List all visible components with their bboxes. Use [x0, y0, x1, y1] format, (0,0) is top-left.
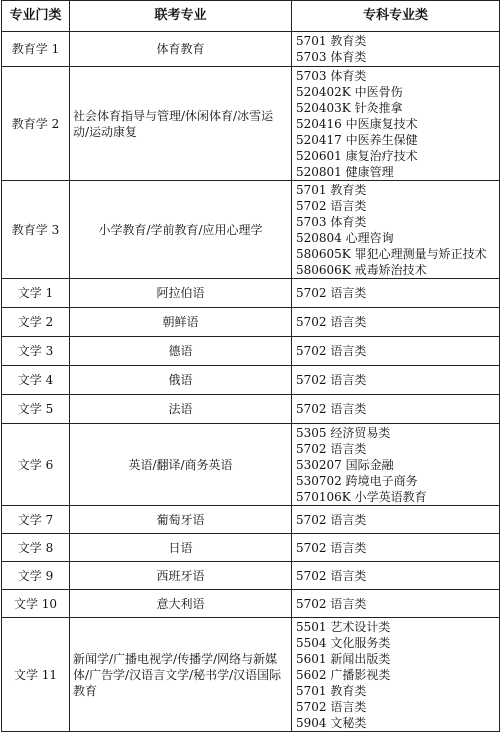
specialty-item: 520403K 针灸推拿 [296, 100, 403, 115]
majors-cell: 新闻学/广播电视学/传播学/网络与新媒体/广告学/汉语言文学/秘书学/汉语国际教育 [70, 618, 292, 732]
specialty-item: 5504 文化服务类 [296, 635, 391, 650]
table-row [2, 534, 500, 562]
specialty-item: 5703 体育类 [296, 50, 367, 64]
specialties-cell [292, 337, 500, 366]
specialties-cell [292, 562, 500, 590]
category-cell: 文学 3 [2, 337, 70, 366]
specialty-item: 530207 国际金融 [296, 457, 394, 472]
specialties-cell [292, 181, 500, 279]
table-row [2, 279, 500, 308]
specialty-item: 5702 语言类 [296, 198, 367, 213]
specialties-cell [292, 308, 500, 337]
specialty-item: 5702 语言类 [296, 441, 367, 456]
category-cell: 文学 2 [2, 308, 70, 337]
specialty-item: 520402K 中医骨伤 [296, 84, 403, 99]
table-row [2, 67, 500, 181]
specialty-item: 520601 康复治疗技术 [296, 148, 418, 163]
header-specialties: 专科专业类 [292, 1, 500, 32]
majors-cell: 阿拉伯语 [70, 279, 292, 308]
specialties-cell [292, 590, 500, 618]
table-row [2, 32, 500, 67]
category-cell: 文学 6 [2, 424, 70, 506]
category-cell: 文学 9 [2, 562, 70, 590]
table-body [2, 32, 500, 732]
majors-cell: 法语 [70, 395, 292, 424]
category-cell: 文学 11 [2, 618, 70, 732]
specialty-item: 5501 艺术设计类 [296, 619, 391, 634]
specialty-item: 520416 中医康复技术 [296, 116, 418, 131]
table-row [2, 590, 500, 618]
specialty-item: 520417 中医养生保健 [296, 132, 418, 147]
majors-cell: 葡萄牙语 [70, 506, 292, 534]
category-cell: 文学 10 [2, 590, 70, 618]
specialty-item: 520804 心理咨询 [296, 230, 394, 245]
majors-cell: 社会体育指导与管理/休闲体育/冰雪运动/运动康复 [70, 67, 292, 181]
specialty-item: 5904 文秘类 [296, 715, 367, 730]
specialties-cell [292, 534, 500, 562]
specialty-item: 5702 语言类 [296, 512, 367, 527]
specialties-cell [292, 424, 500, 506]
specialties-cell [292, 395, 500, 424]
majors-cell: 英语/翻译/商务英语 [70, 424, 292, 506]
table-row [2, 424, 500, 506]
specialty-item: 5703 体育类 [296, 68, 367, 83]
specialty-item: 5702 语言类 [296, 373, 367, 387]
specialty-item: 5701 教育类 [296, 683, 367, 698]
category-cell: 文学 4 [2, 366, 70, 395]
category-cell: 教育学 2 [2, 67, 70, 181]
specialty-item: 5702 语言类 [296, 315, 367, 329]
majors-cell: 体育教育 [70, 32, 292, 67]
category-cell: 教育学 1 [2, 32, 70, 67]
majors-cell: 俄语 [70, 366, 292, 395]
specialty-item: 5702 语言类 [296, 699, 367, 714]
majors-cell: 小学教育/学前教育/应用心理学 [70, 181, 292, 279]
table-row [2, 337, 500, 366]
category-cell: 文学 5 [2, 395, 70, 424]
major-mapping-table [1, 0, 500, 732]
specialties-cell [292, 366, 500, 395]
specialty-item: 5305 经济贸易类 [296, 425, 391, 440]
specialty-item: 5702 语言类 [296, 568, 367, 583]
header-row [2, 1, 500, 32]
specialty-item: 5702 语言类 [296, 402, 367, 416]
specialty-item: 520801 健康管理 [296, 164, 394, 179]
table-row [2, 366, 500, 395]
specialties-cell [292, 506, 500, 534]
majors-cell: 德语 [70, 337, 292, 366]
specialty-item: 5601 新闻出版类 [296, 651, 391, 666]
table-row [2, 562, 500, 590]
majors-cell: 意大利语 [70, 590, 292, 618]
table-row [2, 308, 500, 337]
table-row [2, 618, 500, 732]
specialty-item: 5701 教育类 [296, 182, 367, 197]
specialty-item: 5702 语言类 [296, 344, 367, 358]
specialty-item: 530702 跨境电子商务 [296, 473, 418, 488]
majors-cell: 西班牙语 [70, 562, 292, 590]
header-majors: 联考专业 [70, 1, 292, 32]
category-cell: 文学 1 [2, 279, 70, 308]
specialty-item: 5602 广播影视类 [296, 667, 391, 682]
category-cell: 教育学 3 [2, 181, 70, 279]
specialties-cell [292, 32, 500, 67]
specialties-cell [292, 67, 500, 181]
specialty-item: 5703 体育类 [296, 214, 367, 229]
table-row [2, 395, 500, 424]
category-cell: 文学 8 [2, 534, 70, 562]
specialty-item: 5701 教育类 [296, 34, 367, 48]
specialties-cell [292, 618, 500, 732]
table-row [2, 181, 500, 279]
specialty-item: 5702 语言类 [296, 540, 367, 555]
specialty-item: 580606K 戒毒矫治技术 [296, 262, 427, 277]
specialties-cell [292, 279, 500, 308]
majors-cell: 朝鲜语 [70, 308, 292, 337]
table-row [2, 506, 500, 534]
specialty-item: 580605K 罪犯心理测量与矫正技术 [296, 246, 487, 261]
majors-cell: 日语 [70, 534, 292, 562]
specialty-item: 570106K 小学英语教育 [296, 489, 427, 504]
specialty-item: 5702 语言类 [296, 596, 367, 611]
specialty-item: 5702 语言类 [296, 286, 367, 300]
category-cell: 文学 7 [2, 506, 70, 534]
header-category: 专业门类 [2, 1, 70, 32]
